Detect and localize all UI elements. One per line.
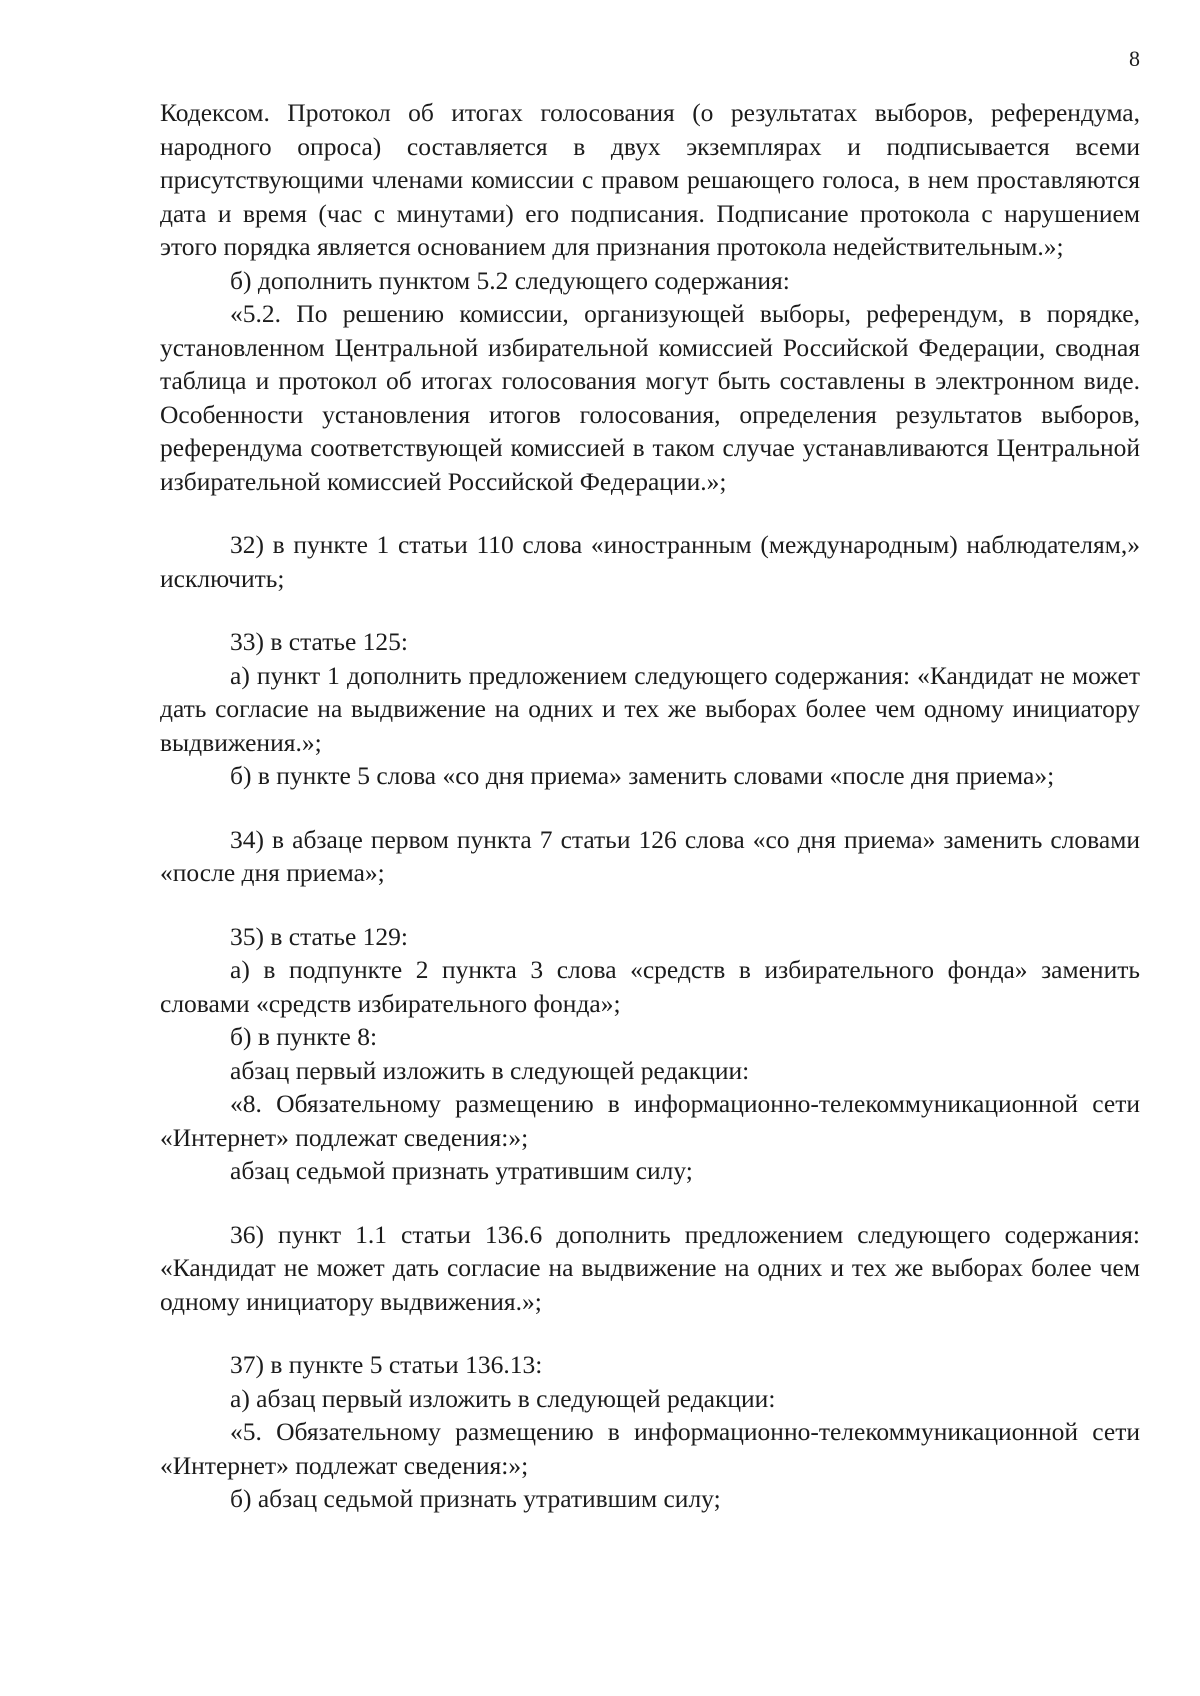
paragraph-item-35-a: а) в подпункте 2 пункта 3 слова «средств в избирательного фонда» заменить словами «средств избирательного фонда»;: [160, 955, 1140, 1018]
paragraph-item-34: 34) в абзаце первом пункта 7 статьи 126 слова «со дня приема» заменить словами «после дня приема»;: [160, 824, 1140, 887]
paragraph-item-33-a: а) пункт 1 дополнить предложением следующего содержания: «Кандидат не может дать согласие на выдвижение на одних и тех же выборах более чем одному инициатору выдвижения.»;: [160, 660, 1140, 757]
paragraph-clause-5: «5. Обязательному размещению в информационно-телекоммуникационной сети «Интернет» подлежат сведения:»;: [160, 1417, 1140, 1480]
paragraph-gap: [160, 890, 1140, 920]
paragraph-gap: [160, 498, 1140, 528]
paragraph-item-35-b: б) в пункте 8:: [230, 1022, 378, 1051]
paragraph-amendment-5-2-intro: б) дополнить пунктом 5.2 следующего содержания:: [230, 265, 790, 295]
paragraph-item-36: 36) пункт 1.1 статьи 136.6 дополнить предложением следующего содержания: «Кандидат не может дать согласие на выдвижение на одних и тех же выборах более чем одному инициатору выдвижения.»;: [160, 1219, 1140, 1316]
paragraph-item-32: 32) в пункте 1 статьи 110 слова «иностранным (международным) наблюдателям,» исключить;: [160, 530, 1140, 593]
paragraph-item-35-b-seventh: абзац седьмой признать утратившим силу;: [230, 1156, 693, 1185]
paragraph-gap: [160, 1318, 1140, 1348]
paragraph-item-37: 37) в пункте 5 статьи 136.13:: [230, 1350, 543, 1379]
paragraph-gap: [160, 1188, 1140, 1218]
paragraph-gap: [160, 793, 1140, 823]
document-body: [160, 96, 1140, 1516]
paragraph-item-37-b: б) абзац седьмой признать утратившим силу;: [230, 1484, 721, 1513]
page-number: 8: [1129, 46, 1140, 71]
paragraph-item-35: 35) в статье 129:: [230, 921, 409, 951]
paragraph-item-35-b-first: абзац первый изложить в следующей редакции:: [230, 1055, 750, 1085]
paragraph-item-33: 33) в статье 125:: [230, 627, 409, 656]
paragraph-clause-5-2: «5.2. По решению комиссии, организующей выборы, референдум, в порядке, установленном Центральной избирательной комиссией Российской Федерации, сводная таблица и протокол об итогах голосования могут быть составлены в электронном виде. Особенности установления итогов голосования, определения результатов выборов, референдума соответствующей комиссией в таком случае устанавливаются Центральной избирательной комиссией Российской Федерации.»;: [160, 299, 1140, 496]
paragraph-protocol-continuation: Кодексом. Протокол об итогах голосования (о результатах выборов, референдума, народного опроса) составляется в двух экземплярах и подписывается всеми присутствующими членами комиссии с правом решающего голоса, в нем проставляются дата и время (час с минутами) его подписания. Подписание протокола с нарушением этого порядка является основанием для признания протокола недействительным.»;: [160, 98, 1140, 261]
paragraph-item-37-a: а) абзац первый изложить в следующей редакции:: [230, 1383, 776, 1413]
paragraph-item-33-b: б) в пункте 5 слова «со дня приема» заменить словами «после дня приема»;: [230, 761, 1055, 790]
paragraph-clause-8: «8. Обязательному размещению в информационно-телекоммуникационной сети «Интернет» подлежат сведения:»;: [160, 1089, 1140, 1152]
paragraph-gap: [160, 595, 1140, 625]
